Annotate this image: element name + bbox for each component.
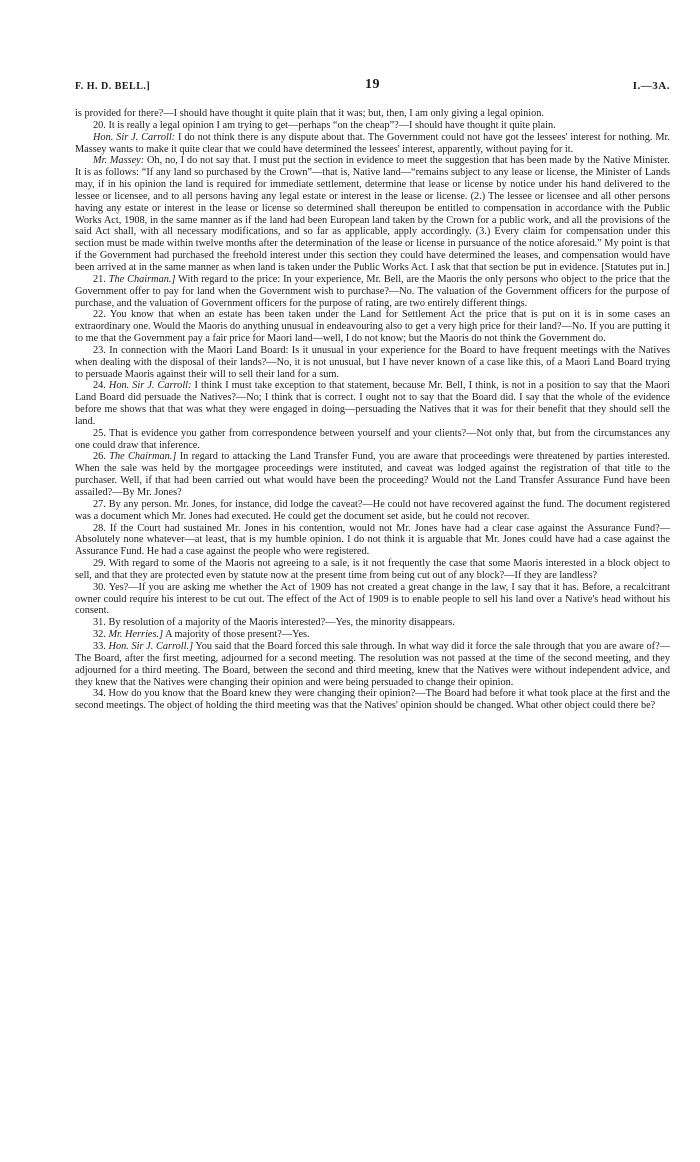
paragraph: 30. Yes?—If you are asking me whether the Act of 1909 has not created a great change in the law, I say that it has. Before, a recalcitrant owner could require his interest to be cut out. The effect of the Act of 1909 is to enable people to sell his land over a Native's head without his consent. (75, 581, 670, 617)
paragraph: 34. How do you know that the Board knew they were changing their opinion?—The Board had before it what took place at the first and the second meetings. The object of holding the third meeting was that the Natives' opinion should be changed. What other object could there be? (75, 688, 670, 712)
paragraph: 27. By any person. Mr. Jones, for instance, did lodge the caveat?—He could not have recovered against the fund. The document registered was a document which Mr. Jones had executed. He could get the document set aside, but he could not recover. (75, 498, 670, 522)
paragraph: 31. By resolution of a majority of the Maoris interested?—Yes, the minority disappears. (93, 617, 455, 629)
paragraph: 29. With regard to some of the Maoris not agreeing to a sale, is it not frequently the case that some Maoris interested in a block object to sell, and that they are protected even by statute now at the present time from being cut out of any block?—If they are landless? (75, 558, 670, 581)
page-header (75, 77, 670, 99)
document-page (75, 77, 670, 712)
paragraph: 22. You know that when an estate has been taken under the Land for Settlement Act the price that is put on it is in some cases an extraordinary one. Would the Maoris do anything unusual in endeavouring also to get a very high price for their land?—No. If you are putting it to me that the Government pay a fair price for Maori land—well, I do not know; but the Maoris do not think the Government do. (75, 309, 670, 345)
speaker-name: Hon. Sir J. Carroll.] (108, 640, 194, 652)
speaker-name: Hon. Sir J. Carroll: (108, 380, 192, 392)
paragraph: 23. In connection with the Maori Land Board: Is it unusual in your experience for the Board to have frequent meetings with the Natives when dealing with the disposal of their lands?—No, it is not unusual, but I have never known of a case like this, of a Maori Land Board trying to persuade Maoris against their will to sell their land for a sum. (75, 344, 670, 380)
paragraph: 33. Hon. Sir J. Carroll.] You said that the Board forced this sale through. In what way did it force the sale through that you are aware of?—The Board, after the first meeting, adjourned for a second meeting. The resolution was not passed at the time of the second meeting, and they adjourned for a third meeting. The Board, between the second and third meeting, knew that the Natives were without independent advice, and they knew that the Natives were changing their opinion and were being persuaded to change their opinion. (75, 640, 670, 688)
page-body (75, 108, 670, 712)
paragraph: is provided for there?—I should have thought it quite plain that it was; but, then, I am only giving a legal opinion. (75, 108, 544, 119)
paragraph: 20. It is really a legal opinion I am trying to get—perhaps “on the cheap”?—I should have thought it quite plain. (93, 119, 556, 131)
page-number: 19 (365, 77, 380, 92)
paragraph: 32. Mr. Herries.] A majority of those present?—Yes. (93, 629, 310, 641)
paragraph: 28. If the Court had sustained Mr. Jones in his contention, would not Mr. Jones have had a clear case against the Assurance Fund?—Absolutely none whatever—at least, that is my humble opinion. I do not think it is arguable that Mr. Jones could have had a case against the Assurance Fund. He had a case against the people who were registered. (75, 522, 670, 558)
paragraph: 26. The Chairman.] In regard to attacking the Land Transfer Fund, you are aware that proceedings were threatened by parties interested. When the sale was held by the mortgagee proceedings were instituted, and caveat was lodged against the registration of that title to the purchaser. Well, if that had been carried out what would have been the proceeding? Would not the Land Transfer Assurance Fund have been assailed?—By Mr. Jones? (75, 451, 670, 498)
paragraph: 25. That is evidence you gather from correspondence between yourself and your clients?—Not only that, but from the circumstances any one could draw that inference. (75, 427, 670, 451)
speaker-name: The Chairman.] (109, 451, 177, 463)
paragraph: Mr. Massey: Oh, no, I do not say that. I must put the section in evidence to meet the suggestion that has been made by the Native Minister. It is as follows: “If any land so purchased by the Crown”—that is, Native land—“remains subject to any lease or license, the Minister of Lands may, if in his opinion the land is required for immediate settlement, determine that lease or license by notice under his hand delivered to the lessee or licensee, and to all persons having any legal estate or interest in the lease or license. (2.) The lessee or licensee and all other persons having any estate or interest in the lease or license so determined shall thereupon be entitled to compensation in accordance with the Public Works Act, 1908, in the same manner as if the land had been European land taken by the Crown for a public work, and all the provisions of the said Act shall, with all necessary modifications, and so far as applicable, apply accordingly. (3.) Every claim for compensation under this section must be made within twelve months after the determination of the lease or license in pursuance of the notice aforesaid.” My point is that if the Government had purchased the freehold interest under this section they could have determined the leases, and compensation would have been arrived at in the same manner as when land is taken under the Public Works Act. I ask that that section be put in evidence. [Statutes put in.] (75, 155, 670, 273)
paragraph: Hon. Sir J. Carroll: I do not think there is any dispute about that. The Government could not have got the lessees' interest for nothing. Mr. Massey wants to make it quite clear that we could have determined the lessees' interest, apparently, without paying for it. (75, 131, 670, 155)
speaker-name: Mr. Herries.] (108, 629, 164, 641)
speaker-name: Hon. Sir J. Carroll: (93, 131, 176, 143)
document-reference: I.—3A. (632, 80, 670, 92)
header-witness-name: F. H. D. BELL.] (75, 81, 151, 92)
speaker-name: The Chairman.] (108, 273, 176, 285)
speaker-name: Mr. Massey: (93, 155, 145, 167)
paragraph: 24. Hon. Sir J. Carroll: I think I must take exception to that statement, because Mr. Bell, I think, is not in a position to say that the Maori Land Board did persuade the Natives?—No; I think that is correct. I ought not to say that the Board did. I say that the whole of the evidence before me shows that that was what they were engaged in doing—persuading the Natives that it was for their benefit that they should sell the land. (75, 380, 670, 427)
paragraph: 21. The Chairman.] With regard to the price: In your experience, Mr. Bell, are the Maoris the only persons who object to the price that the Government offer to pay for land when the Government wish to purchase?—No. The valuation of the Government officers for the purpose of purchase, and the valuation of Government officers for the purpose of rating, are two entirely different things. (75, 273, 670, 309)
